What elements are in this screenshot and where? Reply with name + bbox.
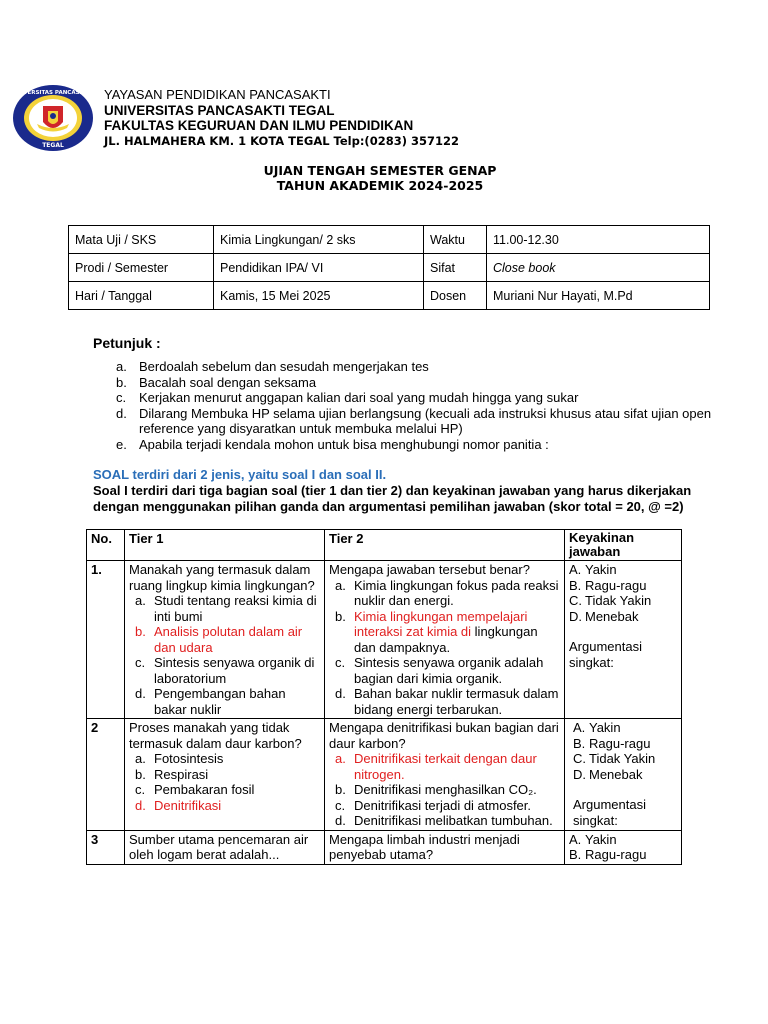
info-label: Hari / Tanggal — [69, 282, 214, 310]
argument-label: Argumentasi singkat: — [573, 797, 646, 828]
confidence-item — [569, 593, 677, 609]
tier2-question: Mengapa limbah industri menjadi penyebab utama? — [329, 831, 520, 862]
instruction-item — [116, 437, 716, 453]
option-marker: a. — [335, 751, 346, 766]
confidence-text: Ragu-ragu — [589, 735, 651, 751]
option-text: Denitrifikasi — [154, 797, 222, 813]
item-text: Berdoalah sebelum dan sesudah mengerjakan tes — [139, 359, 429, 374]
option-marker: b. — [335, 782, 346, 797]
option-text: Kimia lingkungan mempelajari interaksi zat kimia di — [354, 608, 528, 639]
option-text: Bahan bakar nuklir termasuk dalam bidang energi terbarukan. — [354, 686, 559, 717]
confidence-text: Yakin — [589, 720, 621, 735]
tier1-question: Proses manakah yang tidak termasuk dalam daur karbon? — [129, 720, 302, 751]
option-text: Studi tentang reaksi kimia di inti bumi — [154, 593, 317, 624]
info-label: Waktu — [424, 226, 487, 254]
confidence-item — [573, 736, 677, 752]
option-item — [129, 593, 320, 624]
confidence-options — [569, 832, 677, 863]
option-item-highlighted — [129, 798, 320, 814]
confidence-item — [569, 578, 677, 594]
confidence-item — [573, 751, 677, 767]
option-text: Denitrifikasi terkait dengan daur nitrogen. — [354, 751, 537, 782]
confidence-text: Tidak Yakin — [585, 593, 652, 608]
question-row — [87, 830, 682, 864]
tier1-cell — [125, 830, 325, 864]
tier2-cell — [325, 830, 565, 864]
header-confidence: Keyakinan jawaban — [565, 530, 682, 561]
logo-text-top: UNIVERSITAS PANCASAKTI — [12, 90, 94, 96]
option-item-highlighted — [329, 751, 560, 782]
confidence-marker: B. — [573, 735, 586, 751]
option-item — [329, 578, 560, 609]
option-text: Denitrifikasi menghasilkan CO₂. — [354, 782, 537, 797]
instruction-item — [116, 390, 716, 406]
option-marker: c. — [335, 797, 346, 813]
confidence-marker: A. — [569, 562, 582, 577]
confidence-marker: C. — [573, 751, 586, 766]
confidence-item — [573, 720, 677, 736]
instructions-title: Petunjuk : — [93, 335, 161, 351]
info-row — [69, 254, 710, 282]
confidence-marker: B. — [569, 847, 582, 862]
confidence-cell — [565, 719, 682, 831]
tier1-question: Manakah yang termasuk dalam ruang lingkup kimia lingkungan? — [129, 562, 315, 593]
confidence-text: Menebak — [589, 766, 643, 782]
info-value: Muriani Nur Hayati, M.Pd — [487, 282, 710, 310]
university-logo — [12, 84, 94, 152]
info-value: 11.00-12.30 — [487, 226, 710, 254]
confidence-text: Yakin — [585, 831, 617, 847]
tier2-question: Mengapa denitrifikasi bukan bagian dari daur karbon? — [329, 720, 559, 751]
option-text-continued: lingkungan dan dampaknya. — [354, 624, 538, 655]
option-item — [329, 813, 560, 829]
confidence-text: Yakin — [585, 562, 617, 577]
option-item — [329, 798, 560, 814]
question-table — [86, 529, 682, 865]
item-marker: b. — [116, 374, 127, 390]
option-marker: c. — [135, 655, 146, 670]
confidence-item — [569, 609, 677, 625]
tier1-question: Sumber utama pencemaran air oleh logam berat adalah... — [129, 831, 309, 862]
info-value: Close book — [487, 254, 710, 282]
option-text: Sintesis senyawa organik adalah bagian dari kimia organik. — [354, 655, 544, 686]
option-text: Respirasi — [154, 766, 209, 782]
exam-title: UJIAN TENGAH SEMESTER GENAP — [263, 163, 497, 178]
header-tier1: Tier 1 — [125, 530, 325, 561]
option-marker: d. — [335, 813, 346, 828]
confidence-item — [569, 832, 677, 848]
option-marker: d. — [135, 797, 146, 813]
info-label: Mata Uji / SKS — [69, 226, 214, 254]
instruction-item — [116, 359, 716, 375]
option-marker: b. — [335, 608, 346, 624]
option-item-highlighted — [129, 624, 320, 655]
confidence-marker: D. — [573, 766, 586, 782]
info-label: Prodi / Semester — [69, 254, 214, 282]
tier1-cell — [125, 561, 325, 719]
option-marker: c. — [335, 655, 346, 670]
soal-heading: SOAL terdiri dari 2 jenis, yaitu soal I dan soal II. — [93, 467, 387, 482]
info-value: Kamis, 15 Mei 2025 — [214, 282, 424, 310]
university-name: UNIVERSITAS PANCASAKTI TEGAL — [104, 102, 335, 118]
option-item — [329, 655, 560, 686]
item-text: Kerjakan menurut anggapan kalian dari soal yang mudah hingga yang sukar — [139, 390, 579, 405]
option-marker: a. — [335, 577, 346, 593]
info-value: Pendidikan IPA/ VI — [214, 254, 424, 282]
exam-title-block — [0, 163, 760, 193]
question-number: 2 — [87, 719, 125, 831]
tier2-options — [329, 751, 560, 829]
option-text: Sintesis senyawa organik di laboratorium — [154, 655, 315, 686]
header-tier2: Tier 2 — [325, 530, 565, 561]
option-text: Fotosintesis — [154, 751, 224, 766]
info-label: Sifat — [424, 254, 487, 282]
confidence-text: Menebak — [585, 608, 639, 624]
question-number: 1. — [87, 561, 125, 719]
info-value: Kimia Lingkungan/ 2 sks — [214, 226, 424, 254]
option-text: Kimia lingkungan fokus pada reaksi nuklir dan energi. — [354, 577, 559, 608]
academic-year: TAHUN AKADEMIK 2024-2025 — [276, 178, 484, 193]
confidence-marker: B. — [569, 577, 582, 593]
option-item — [329, 782, 560, 798]
option-text: Denitrifikasi melibatkan tumbuhan. — [354, 813, 553, 828]
confidence-marker: C. — [569, 593, 582, 608]
option-marker: c. — [135, 782, 146, 797]
address: JL. HALMAHERA KM. 1 KOTA TEGAL Telp:(0283) 357122 — [104, 133, 459, 148]
confidence-text: Ragu-ragu — [585, 847, 647, 862]
confidence-item — [569, 847, 677, 863]
tier2-cell — [325, 561, 565, 719]
option-marker: b. — [135, 624, 146, 639]
item-marker: c. — [116, 390, 127, 405]
option-item — [129, 751, 320, 767]
argument-label: Argumentasi singkat: — [569, 639, 642, 670]
item-marker: a. — [116, 359, 127, 374]
foundation-name: YAYASAN PENDIDIKAN PANCASAKTI — [104, 87, 331, 102]
option-item — [129, 767, 320, 783]
option-marker: a. — [135, 593, 146, 608]
confidence-marker: A. — [573, 720, 586, 735]
item-text: Apabila terjadi kendala mohon untuk bisa menghubungi nomor panitia : — [139, 436, 549, 452]
option-item — [129, 655, 320, 686]
soal-description: Soal I terdiri dari tiga bagian soal (tier 1 dan tier 2) dan keyakinan jawaban yang harus dikerjakan dengan menggunakan pilihan ganda dan argumentasi pemilihan jawaban (skor total = 20, @ =2) — [93, 483, 692, 514]
item-marker: e. — [116, 436, 127, 452]
tier1-options — [129, 751, 320, 813]
option-marker: a. — [135, 751, 146, 766]
confidence-item — [569, 562, 677, 578]
confidence-options — [569, 562, 677, 624]
item-text: Bacalah soal dengan seksama — [139, 374, 317, 390]
faculty-name: FAKULTAS KEGURUAN DAN ILMU PENDIDIKAN — [104, 118, 414, 133]
option-marker: d. — [335, 686, 346, 701]
confidence-text: Ragu-ragu — [585, 577, 647, 593]
option-item — [129, 686, 320, 717]
instruction-item — [116, 406, 716, 437]
item-text: Dilarang Membuka HP selama ujian berlangsung (kecuali ada instruksi khusus atau sifat ujian open reference yang disyaratkan untuk membuka melalui HP) — [139, 405, 712, 436]
instruction-item — [116, 375, 716, 391]
exam-info-table — [68, 225, 710, 310]
tier2-question: Mengapa jawaban tersebut benar? — [329, 562, 530, 577]
info-label: Dosen — [424, 282, 487, 310]
option-marker: b. — [135, 766, 146, 782]
option-item — [329, 686, 560, 717]
confidence-text: Tidak Yakin — [589, 751, 656, 766]
option-item — [129, 782, 320, 798]
confidence-options — [573, 720, 677, 782]
info-row — [69, 226, 710, 254]
item-marker: d. — [116, 405, 127, 421]
letterhead — [104, 87, 459, 149]
option-item-highlighted — [329, 609, 560, 656]
question-table-header — [87, 530, 682, 561]
confidence-cell — [565, 561, 682, 719]
question-row — [87, 561, 682, 719]
tier2-options — [329, 578, 560, 718]
confidence-marker: D. — [569, 608, 582, 624]
option-text: Analisis polutan dalam air dan udara — [154, 624, 303, 655]
option-marker: d. — [135, 686, 146, 701]
logo-text-bottom: TEGAL — [42, 142, 64, 149]
option-text: Pembakaran fosil — [154, 782, 255, 797]
instructions-list — [116, 359, 716, 452]
option-text: Denitrifikasi terjadi di atmosfer. — [354, 797, 532, 813]
confidence-cell — [565, 830, 682, 864]
header-no: No. — [87, 530, 125, 561]
question-number: 3 — [87, 830, 125, 864]
confidence-item — [573, 767, 677, 783]
tier1-cell — [125, 719, 325, 831]
option-text: Pengembangan bahan bakar nuklir — [154, 686, 286, 717]
question-row — [87, 719, 682, 831]
info-row — [69, 282, 710, 310]
tier2-cell — [325, 719, 565, 831]
tier1-options — [129, 593, 320, 717]
confidence-marker: A. — [569, 831, 582, 847]
